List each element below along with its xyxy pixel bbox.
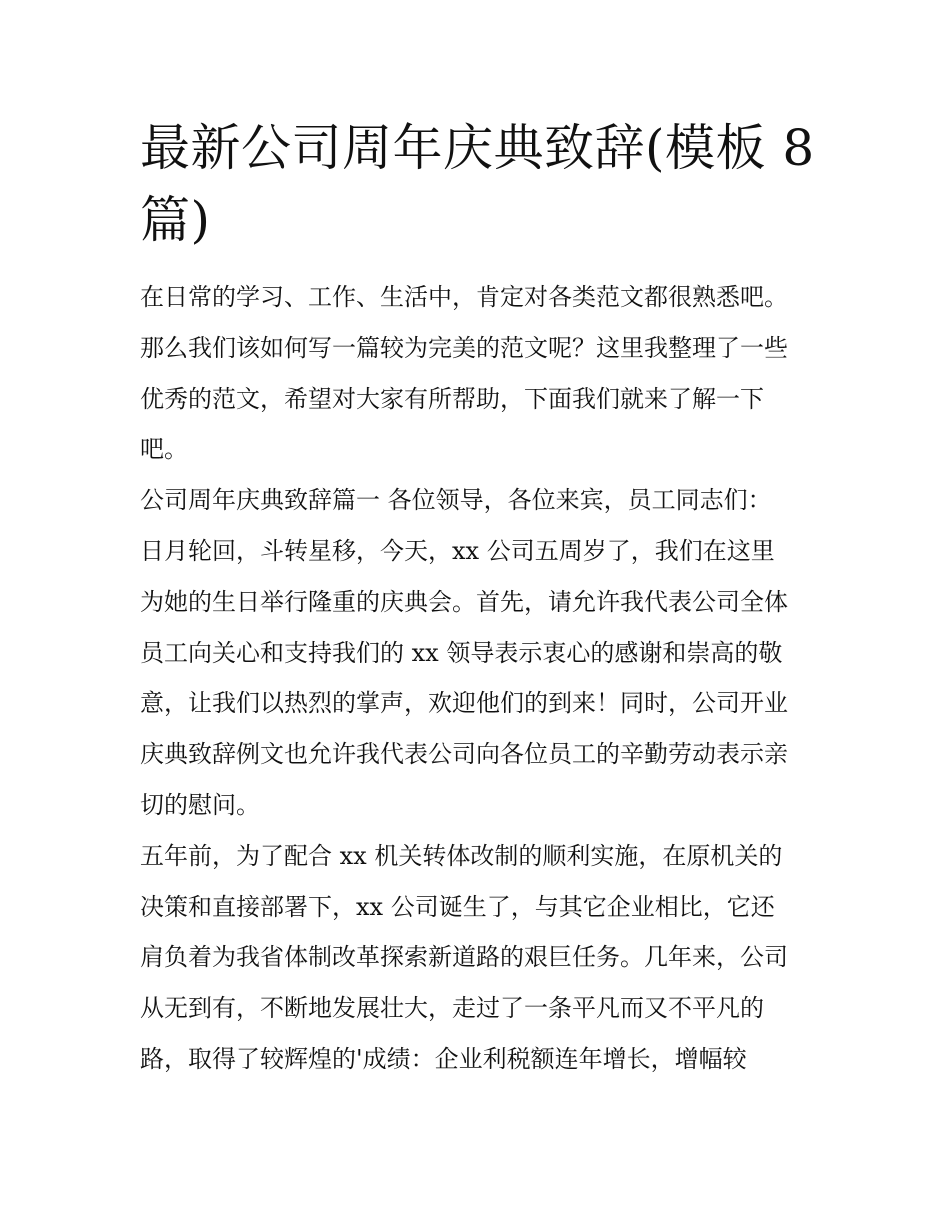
text-line: 员工向关心和支持我们的 xx 领导表示衷心的感谢和崇高的敬 (140, 638, 783, 667)
paragraph-anniversary (140, 526, 825, 831)
text-line: 肩负着为我省体制改革探索新道路的艰巨任务。几年来，公司 (140, 943, 788, 972)
paragraph-history (140, 831, 825, 1085)
text-line: 决策和直接部署下，xx 公司诞生了，与其它企业相比，它还 (140, 892, 775, 921)
document-body (140, 272, 825, 1085)
text-line: 庆典致辞例文也允许我代表公司向各位员工的辛勤劳动表示亲 (140, 740, 788, 769)
text-line: 优秀的范文，希望对大家有所帮助，下面我们就来了解一下 (140, 384, 764, 413)
text-line: 路，取得了较辉煌的'成绩：企业利税额连年增长，增幅较 (140, 1044, 747, 1073)
text-line: 五年前，为了配合 xx 机关转体改制的顺利实施，在原机关的 (140, 841, 783, 870)
text-line: 吧。 (140, 435, 188, 464)
text-line: 那么我们该如何写一篇较为完美的范文呢？这里我整理了一些 (140, 333, 788, 362)
title-line-2: 篇) (140, 191, 211, 249)
document-title (140, 112, 830, 256)
paragraph-section-heading (140, 475, 825, 526)
text-line: 切的慰问。 (140, 790, 260, 819)
text-line: 从无到有，不断地发展壮大，走过了一条平凡而又不平凡的 (140, 994, 764, 1023)
paragraph-intro (140, 272, 825, 475)
text-line: 日月轮回，斗转星移，今天，xx 公司五周岁了，我们在这里 (140, 536, 775, 565)
text-line: 在日常的学习、工作、生活中，肯定对各类范文都很熟悉吧。 (140, 283, 788, 311)
text-line: 为她的生日举行隆重的庆典会。首先，请允许我代表公司全体 (140, 587, 788, 616)
text-line: 公司周年庆典致辞篇一 各位领导，各位来宾，员工同志们： (140, 486, 772, 515)
text-line: 意，让我们以热烈的掌声，欢迎他们的到来！同时，公司开业 (140, 689, 788, 718)
title-line-1: 最新公司周年庆典致辞(模板 8 (140, 119, 815, 177)
